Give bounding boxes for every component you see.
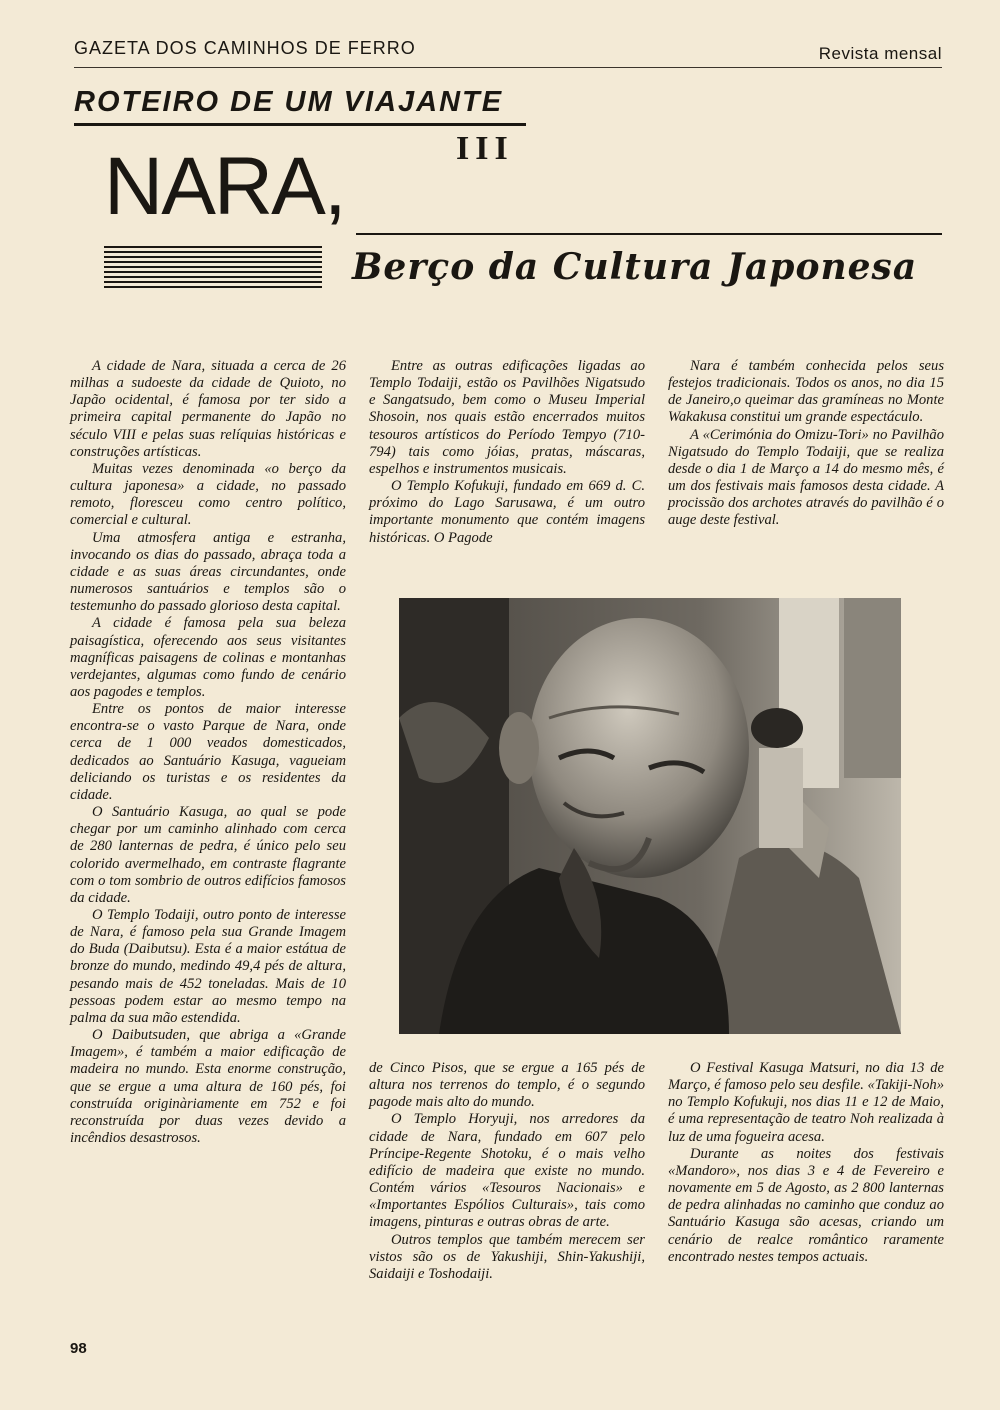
paragraph: Nara é também conhecida pelos seus festejos tradicionais. Todos os anos, no dia 15 de Janeiro,o queimar das gramíneas no Monte Wakakusa constitui um grande espectáculo. xyxy=(668,358,944,426)
series-title: ROTEIRO DE UM VIAJANTE xyxy=(74,86,504,118)
text-column-3-bottom xyxy=(668,1060,944,1266)
paragraph: O Daibutsuden, que abriga a «Grande Imagem», é também a maior edificação de madeira no mundo. Esta enorme construção, que se ergue a uma altura de 160 pés, foi construída originàriamente em 752 e foi reconstruída por duas vezes devido a incêndios desastrosos. xyxy=(70,1027,346,1147)
text-column-2-bottom xyxy=(369,1060,645,1283)
paragraph: Durante as noites dos festivais «Mandoro», nos dias 3 e 4 de Fevereiro e novamente em 5 de Agosto, as 2 800 lanternas de pedra alinhadas no caminho que conduz ao Santuário Kasuga são acesas, criando um cenário de realce romântico raramente encontrado nestes tempos actuais. xyxy=(668,1145,944,1265)
article-subtitle: Berço da Cultura Japonesa xyxy=(352,246,918,288)
publication-frequency: Revista mensal xyxy=(818,44,942,63)
paragraph: O Festival Kasuga Matsuri, no dia 13 de Março, é famoso pelo seu desfile. «Takiji-Noh» no Templo Kofukuji, nos dias 11 e 12 de Maio, é uma representação de teatro Noh realizada à luz de uma fogueira acesa. xyxy=(668,1060,944,1145)
series-number: III xyxy=(456,130,514,167)
header-divider xyxy=(74,67,942,68)
paragraph: A «Cerimónia do Omizu-Tori» no Pavilhão Nigatsudo do Templo Todaiji, que se realiza desde o dia 1 de Março a 14 do mesmo mês, é um dos festivais mais famosos desta cidade. A procissão dos archotes através do pavilhão é o auge deste festival. xyxy=(668,426,944,529)
portrait-photo xyxy=(399,598,901,1034)
paragraph: Entre as outras edificações ligadas ao Templo Todaiji, estão os Pavilhões Nigatsudo e Sangatsudo, bem como o Museu Imperial Shosoin, nos quais estão encerrados muitos tesouros artísticos do Período Tempyo (710-794) tais como jóias, pratas, máscaras, espelhos e instrumentos musicais. xyxy=(369,358,645,477)
decorative-stripes xyxy=(104,246,322,288)
paragraph: O Templo Horyuji, nos arredores da cidade de Nara, fundado em 607 pelo Príncipe-Regente Shotoku, é o mais velho edifício de madeira que existe no mundo. Contém vários «Tesouros Nacionais» e «Importantes Espólios Culturais», tais como imagens, pinturas e outras obras de arte. xyxy=(369,1111,645,1231)
title-divider xyxy=(356,233,942,235)
paragraph: de Cinco Pisos, que se ergue a 165 pés de altura nos terrenos do templo, é o segundo pagode mais alto do mundo. xyxy=(369,1060,645,1111)
portrait-photo-icon xyxy=(399,598,901,1034)
paragraph: Outros templos que também merecem ser vistos são os de Yakushiji, Shin-Yakushiji, Saidaiji e Toshodaiji. xyxy=(369,1231,645,1282)
paragraph: A cidade de Nara, situada a cerca de 26 milhas a sudoeste da cidade de Quioto, no Japão ocidental, é famosa por ter sido a primeira capital permanente do Japão no século VIII e pelas suas relíquias históricas e construções artísticas. xyxy=(70,358,346,460)
paragraph: A cidade é famosa pela sua beleza paisagística, oferecendo aos seus visitantes magníficas paisagens de colinas e montanhas verdejantes, algumas como fundo de cenário aos pagodes e templos. xyxy=(70,615,346,700)
article-title: NARA, xyxy=(104,141,345,232)
publication-name: GAZETA DOS CAMINHOS DE FERRO xyxy=(74,38,416,58)
paragraph: Muitas vezes denominada «o berço da cultura japonesa» a cidade, no passado remoto, floresceu como centro político, comercial e cultural. xyxy=(70,460,346,529)
text-column-1 xyxy=(70,358,346,1147)
text-column-3-top xyxy=(668,358,944,530)
page-number: 98 xyxy=(70,1340,87,1357)
paragraph: O Templo Todaiji, outro ponto de interesse de Nara, é famoso pela sua Grande Imagem do Buda (Daibutsu). Esta é a maior estátua de bronze do mundo, medindo 49,4 pés de altura, pesando mais de 452 toneladas. Mais de 10 pessoas podem estar ao mesmo tempo na palma da sua mão estendida. xyxy=(70,907,346,1026)
paragraph: O Santuário Kasuga, ao qual se pode chegar por um caminho alinhado com cerca de 280 lanternas de pedra, é único pelo seu colorido avermelhado, em contraste flagrante com o tom sombrio de outros edifícios famosos da cidade. xyxy=(70,804,346,906)
paragraph: Entre os pontos de maior interesse encontra-se o vasto Parque de Nara, onde cerca de 1 000 veados domesticados, dedicados ao Santuário Kasuga, vagueiam deliciando os turistas e os residentes da cidade. xyxy=(70,701,346,803)
paragraph: Uma atmosfera antiga e estranha, invocando os dias do passado, abraça toda a cidade e as suas áreas circundantes, onde numerosos santuários e templos são o testemunho do passado glorioso desta capital. xyxy=(70,529,346,615)
series-underline xyxy=(74,123,526,126)
text-column-2-top xyxy=(369,358,645,547)
paragraph: O Templo Kofukuji, fundado em 669 d. C. próximo do Lago Sarusawa, é um outro importante monumento que contém imagens históricas. O Pagode xyxy=(369,478,645,546)
